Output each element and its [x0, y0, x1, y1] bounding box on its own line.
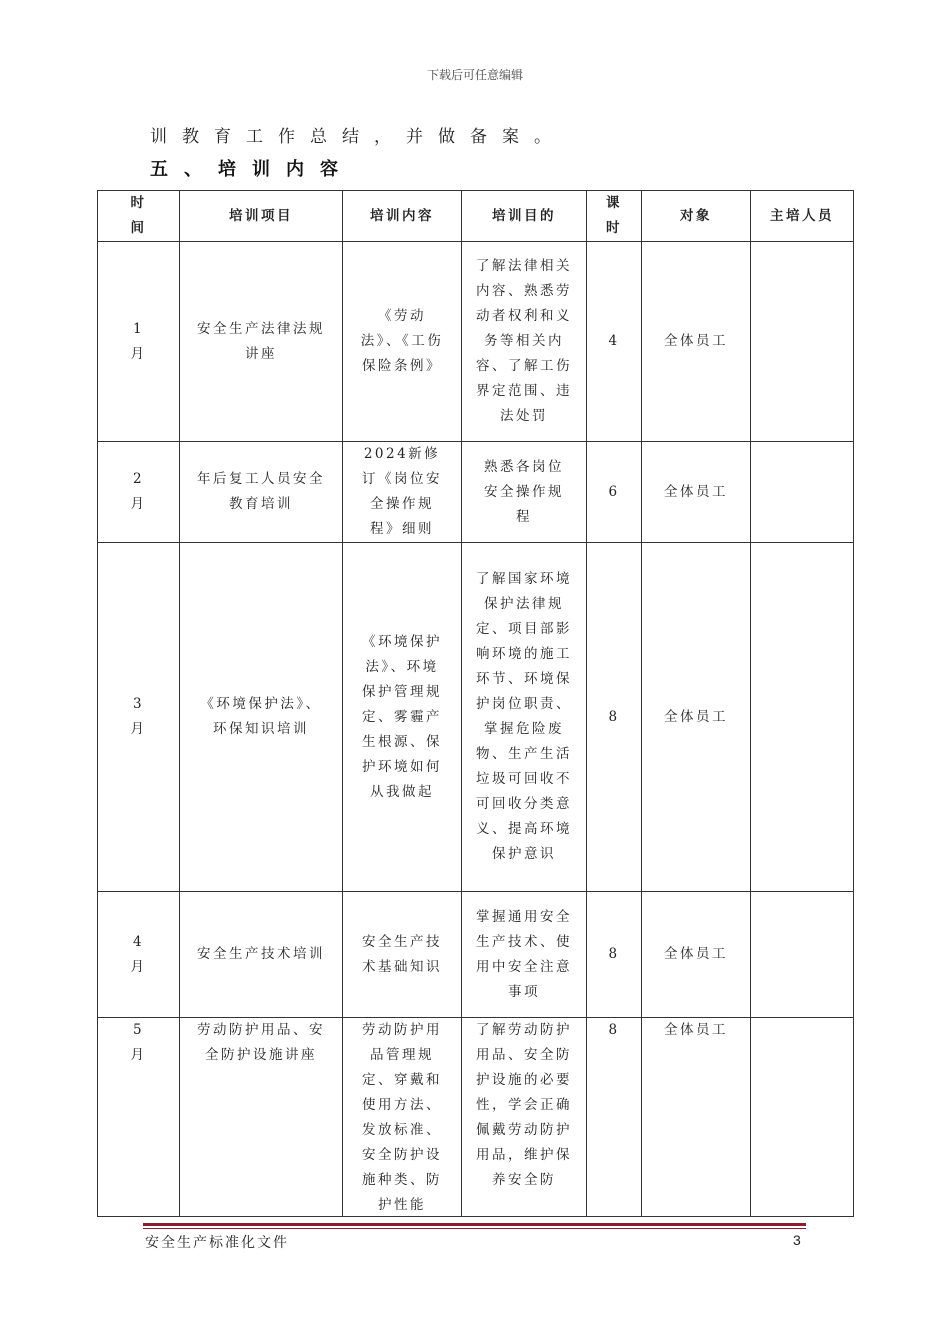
cell-audience: 全体员工: [642, 442, 751, 543]
cell-audience: 全体员工: [642, 543, 751, 892]
table-row: [98, 892, 854, 1018]
cell-content: 安全生产技术基础知识: [343, 892, 462, 1018]
table-row: [98, 1018, 854, 1217]
cell-trainer: [751, 242, 854, 442]
cell-time: 5月: [98, 1018, 180, 1217]
cell-project: 劳动防护用品、安全防护设施讲座: [180, 1018, 343, 1217]
table-row: [98, 242, 854, 442]
cell-hours: 8: [587, 1018, 642, 1217]
cell-content: 劳动防护用品管理规定、穿戴和使用方法、发放标准、安全防护设施种类、防护性能: [343, 1018, 462, 1217]
header-note: 下载后可任意编辑: [426, 68, 523, 82]
header-purpose: 培训目的: [462, 191, 587, 242]
footer-rule: [143, 1223, 806, 1229]
section-title: 五、培训内容: [150, 159, 354, 180]
page-number: 3: [793, 1232, 801, 1248]
cell-audience: 全体员工: [642, 242, 751, 442]
table-row: [98, 442, 854, 543]
cell-purpose: 掌握通用安全生产技术、使用中安全注意事项: [462, 892, 587, 1018]
header-hours: 课时: [587, 191, 642, 242]
cell-time: 1月: [98, 242, 180, 442]
cell-content: 2024新修订《岗位安全操作规程》细则: [343, 442, 462, 543]
cell-trainer: [751, 892, 854, 1018]
header-audience: 对象: [642, 191, 751, 242]
header-time: 时间: [98, 191, 180, 242]
table-row: [98, 543, 854, 892]
cell-time: 3月: [98, 543, 180, 892]
footer-title: 安全生产标准化文件: [145, 1235, 289, 1251]
cell-hours: 4: [587, 242, 642, 442]
cell-purpose: 了解劳动防护用品、安全防护设施的必要性，学会正确佩戴劳动防护用品，维护保养安全防: [462, 1018, 587, 1217]
cell-time: 2月: [98, 442, 180, 543]
intro-line: 训教育工作总结，并做备案。: [150, 127, 566, 147]
cell-project: 《环境保护法》、环保知识培训: [180, 543, 343, 892]
cell-content: 《环境保护法》、环境保护管理规定、雾霾产生根源、保护环境如何从我做起: [343, 543, 462, 892]
cell-trainer: [751, 442, 854, 543]
header-content: 培训内容: [343, 191, 462, 242]
cell-audience: 全体员工: [642, 1018, 751, 1217]
cell-purpose: 了解法律相关内容、熟悉劳动者权利和义务等相关内容、了解工伤界定范围、违法处罚: [462, 242, 587, 442]
cell-project: 安全生产法律法规讲座: [180, 242, 343, 442]
cell-hours: 8: [587, 543, 642, 892]
training-table: [97, 190, 854, 1217]
cell-time: 4月: [98, 892, 180, 1018]
cell-content: 《劳动法》、《工伤保险条例》: [343, 242, 462, 442]
cell-trainer: [751, 543, 854, 892]
cell-project: 安全生产技术培训: [180, 892, 343, 1018]
cell-purpose: 了解国家环境保护法律规定、项目部影响环境的施工环节、环境保护岗位职责、掌握危险废物、生产生活垃圾可回收不可回收分类意义、提高环境保护意识: [462, 543, 587, 892]
table-header-row: [98, 191, 854, 242]
cell-audience: 全体员工: [642, 892, 751, 1018]
cell-hours: 8: [587, 892, 642, 1018]
header-trainer: 主培人员: [751, 191, 854, 242]
cell-purpose: 熟悉各岗位安全操作规程: [462, 442, 587, 543]
cell-trainer: [751, 1018, 854, 1217]
cell-project: 年后复工人员安全教育培训: [180, 442, 343, 543]
cell-hours: 6: [587, 442, 642, 543]
header-project: 培训项目: [180, 191, 343, 242]
